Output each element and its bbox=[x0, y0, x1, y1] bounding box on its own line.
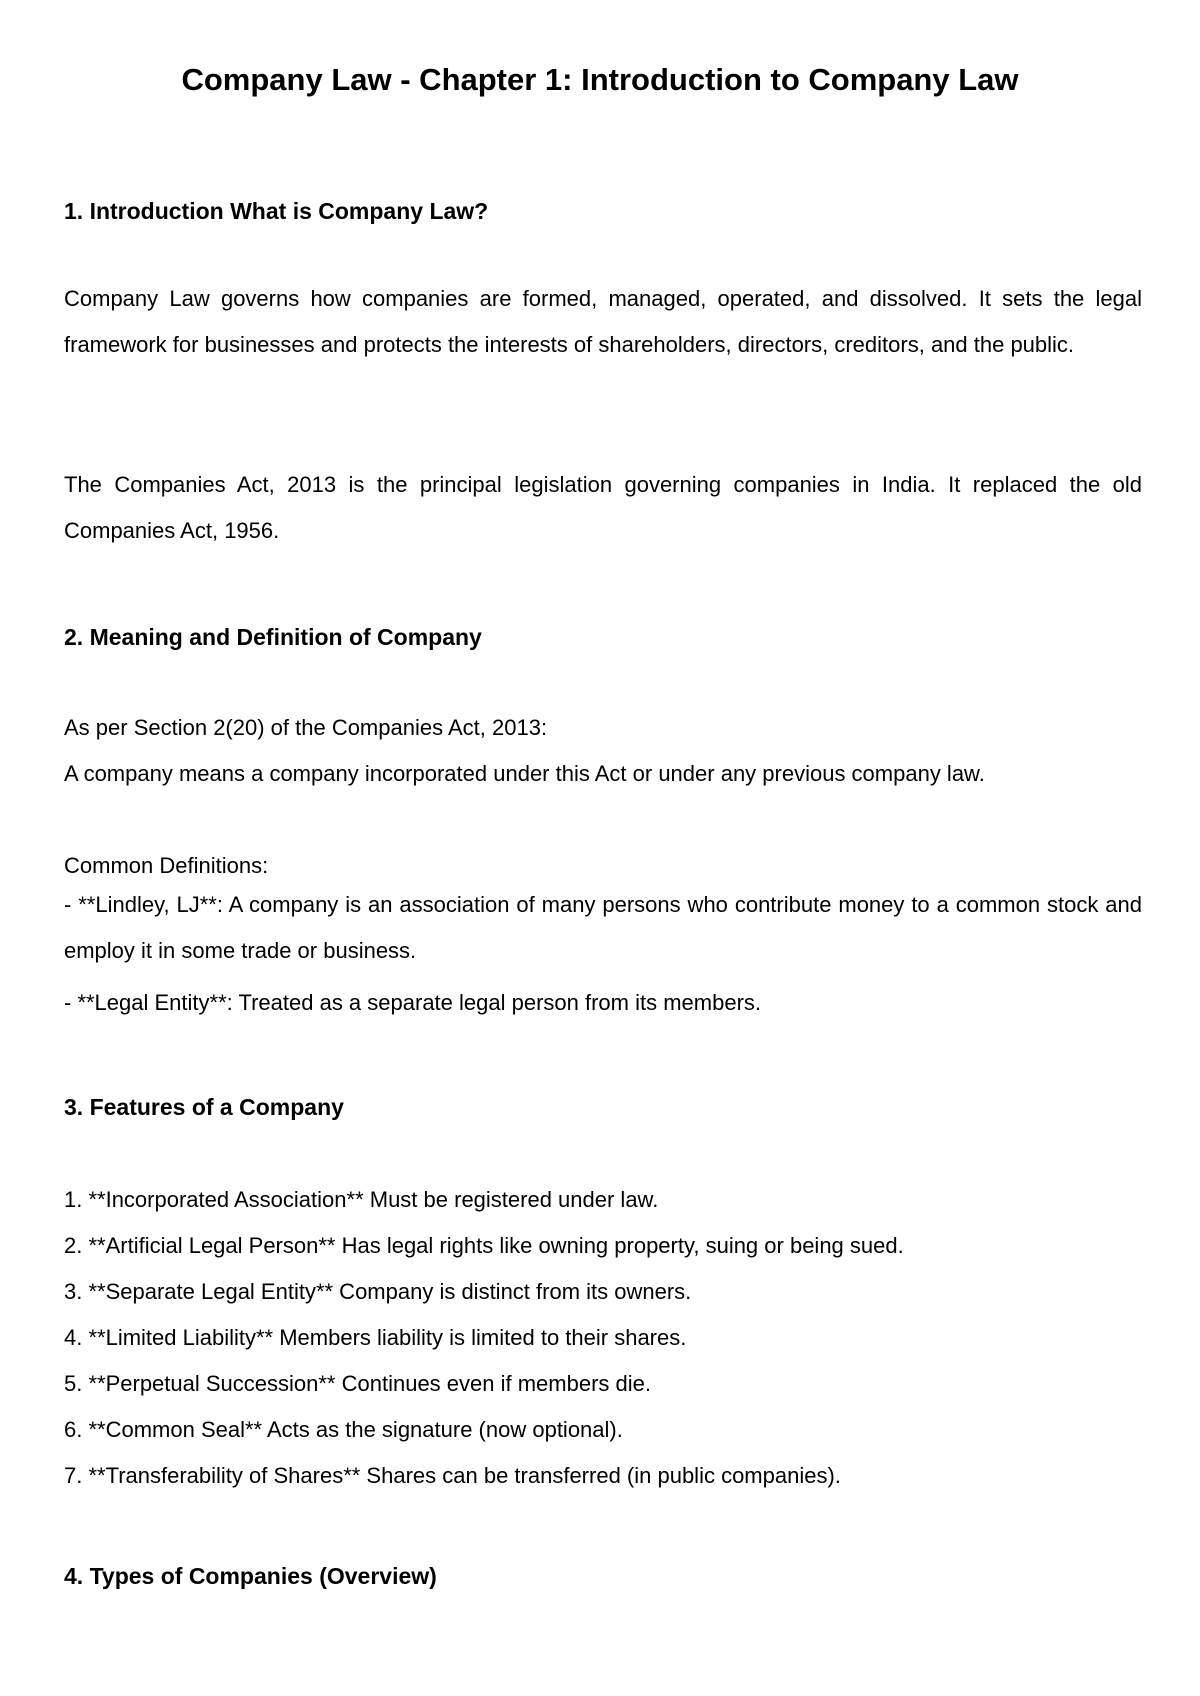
line-common-definitions-label: Common Definitions: bbox=[64, 853, 269, 878]
list-item: 3. **Separate Legal Entity** Company is distinct from its owners. bbox=[64, 1279, 692, 1304]
definition-legal-entity: - **Legal Entity**: Treated as a separate legal person from its members. bbox=[64, 990, 762, 1015]
definition-lindley: - **Lindley, LJ**: A company is an association of many persons who contribute money to a common stock and employ it in some trade or business. bbox=[64, 892, 1142, 963]
section-heading-introduction: 1. Introduction What is Company Law? bbox=[64, 198, 489, 224]
list-item: 5. **Perpetual Succession** Continues even if members die. bbox=[64, 1371, 651, 1396]
section-heading-features: 3. Features of a Company bbox=[64, 1094, 344, 1120]
list-item: 4. **Limited Liability** Members liability is limited to their shares. bbox=[64, 1325, 687, 1350]
section-heading-types: 4. Types of Companies (Overview) bbox=[64, 1563, 437, 1589]
list-item: 6. **Common Seal** Acts as the signature (now optional). bbox=[64, 1417, 623, 1442]
list-item: 2. **Artificial Legal Person** Has legal rights like owning property, suing or being sued. bbox=[64, 1233, 904, 1258]
list-item: 7. **Transferability of Shares** Shares can be transferred (in public companies). bbox=[64, 1463, 841, 1488]
line-section-reference: As per Section 2(20) of the Companies Act, 2013: bbox=[64, 715, 548, 740]
page-title: Company Law - Chapter 1: Introduction to Company Law bbox=[181, 62, 1019, 97]
paragraph-companies-act: The Companies Act, 2013 is the principal legislation governing companies in India. It replaced the old Companies Act, 1956. bbox=[64, 472, 1142, 543]
line-company-meaning: A company means a company incorporated under this Act or under any previous company law. bbox=[64, 761, 985, 786]
section-heading-meaning-definition: 2. Meaning and Definition of Company bbox=[64, 624, 482, 650]
paragraph-company-law-overview: Company Law governs how companies are formed, managed, operated, and dissolved. It sets the legal framework for businesses and protects the interests of shareholders, directors, creditors, and the public. bbox=[64, 286, 1142, 357]
list-item: 1. **Incorporated Association** Must be registered under law. bbox=[64, 1187, 659, 1212]
